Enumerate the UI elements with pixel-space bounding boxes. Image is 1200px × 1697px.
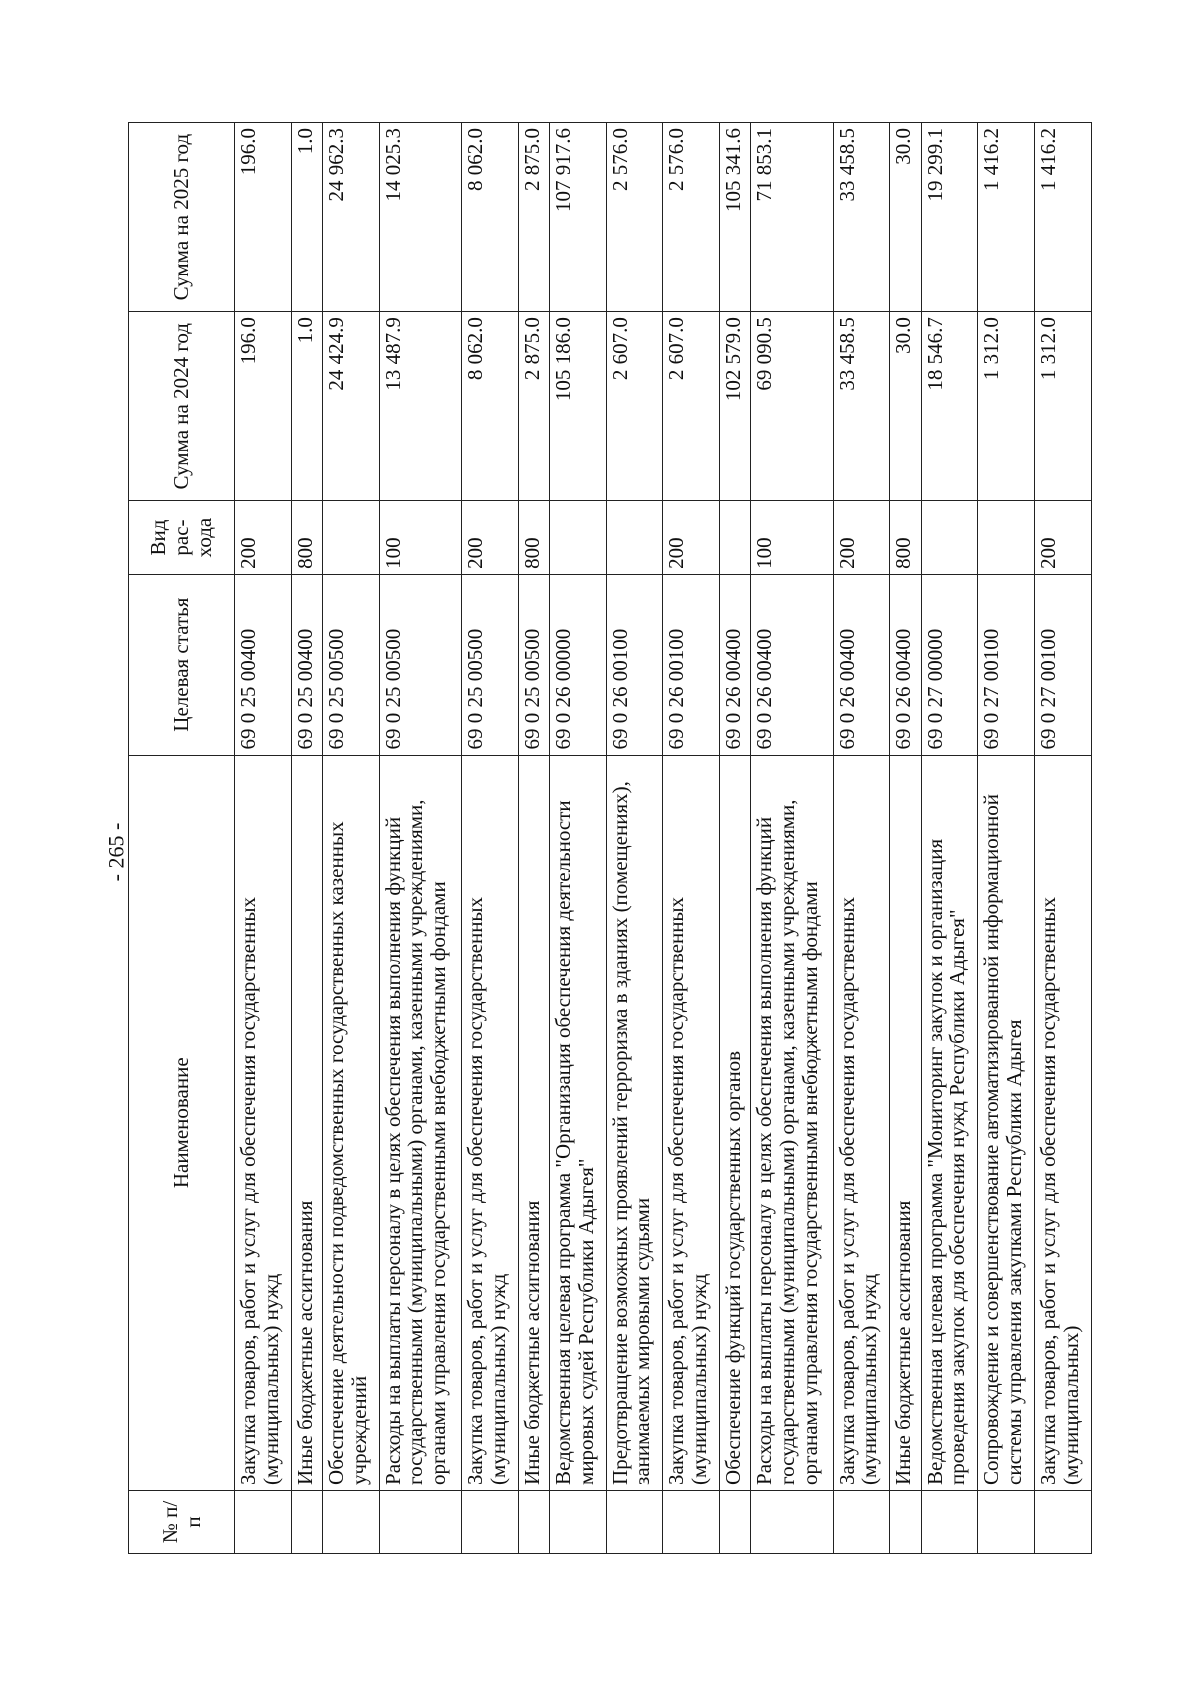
cell-num: [549, 1490, 606, 1553]
cell-sum-2025: 1 416.2: [978, 123, 1035, 312]
cell-vid: 800: [291, 501, 322, 575]
cell-code: 69 0 26 00100: [606, 574, 663, 755]
cell-vid: [921, 501, 978, 575]
cell-num: [379, 1490, 461, 1553]
header-num: № п/п: [129, 1490, 235, 1553]
cell-vid: [720, 501, 751, 575]
cell-sum-2025: 24 962.3: [322, 123, 379, 312]
cell-code: 69 0 25 00400: [291, 574, 322, 755]
cell-name: Иные бюджетные ассигнования: [518, 755, 549, 1490]
cell-sum-2024: 2 875.0: [518, 312, 549, 501]
cell-num: [663, 1490, 720, 1553]
table-header-row: [129, 123, 235, 1554]
cell-sum-2024: 105 186.0: [549, 312, 606, 501]
cell-sum-2024: 18 546.7: [921, 312, 978, 501]
cell-code: 69 0 27 00100: [1035, 574, 1092, 755]
cell-sum-2025: 1 416.2: [1035, 123, 1092, 312]
cell-name: Закупка товаров, работ и услуг для обеспечения государственных (муниципальных): [1035, 755, 1092, 1490]
cell-num: [751, 1490, 833, 1553]
table-row: [833, 123, 890, 1554]
table-row: [978, 123, 1035, 1554]
cell-sum-2024: 33 458.5: [833, 312, 890, 501]
cell-sum-2025: 71 853.1: [751, 123, 833, 312]
cell-name: Обеспечение деятельности подведомственных государственных казенных учреждений: [322, 755, 379, 1490]
cell-code: 69 0 27 00100: [978, 574, 1035, 755]
cell-vid: 200: [1035, 501, 1092, 575]
cell-vid: 100: [379, 501, 461, 575]
table-row: [751, 123, 833, 1554]
cell-name: Закупка товаров, работ и услуг для обеспечения государственных (муниципальных) нужд: [235, 755, 292, 1490]
page-number-text: - 265 -: [103, 822, 128, 882]
cell-vid: [322, 501, 379, 575]
table-row: [549, 123, 606, 1554]
table-row: [921, 123, 978, 1554]
cell-vid: 200: [235, 501, 292, 575]
cell-code: 69 0 25 00500: [379, 574, 461, 755]
cell-name: Иные бюджетные ассигнования: [291, 755, 322, 1490]
cell-sum-2024: 13 487.9: [379, 312, 461, 501]
cell-vid: 200: [833, 501, 890, 575]
cell-name: Расходы на выплаты персоналу в целях обеспечения выполнения функций государственными (муниципальными) органами, казенными учреждениями, органами управления государственными внебюджетными фондами: [751, 755, 833, 1490]
table-row: [890, 123, 921, 1554]
cell-code: 69 0 25 00500: [518, 574, 549, 755]
header-sum-2024: Сумма на 2024 год: [129, 312, 235, 501]
cell-code: 69 0 26 00400: [720, 574, 751, 755]
cell-sum-2024: 196.0: [235, 312, 292, 501]
cell-sum-2025: 19 299.1: [921, 123, 978, 312]
cell-sum-2024: 2 607.0: [606, 312, 663, 501]
cell-code: 69 0 27 00000: [921, 574, 978, 755]
cell-name: Расходы на выплаты персоналу в целях обеспечения выполнения функций государственными (муниципальными) органами, казенными учреждениями, органами управления государственными внебюджетными фондами: [379, 755, 461, 1490]
table-row: [663, 123, 720, 1554]
cell-sum-2025: 2 875.0: [518, 123, 549, 312]
cell-sum-2025: 30.0: [890, 123, 921, 312]
cell-code: 69 0 26 00100: [663, 574, 720, 755]
cell-num: [291, 1490, 322, 1553]
table-row: [235, 123, 292, 1554]
cell-vid: 800: [518, 501, 549, 575]
budget-table: [128, 122, 1092, 1554]
cell-code: 69 0 26 00000: [549, 574, 606, 755]
cell-sum-2025: 33 458.5: [833, 123, 890, 312]
cell-num: [720, 1490, 751, 1553]
cell-vid: 200: [462, 501, 519, 575]
cell-sum-2024: 30.0: [890, 312, 921, 501]
cell-sum-2024: 8 062.0: [462, 312, 519, 501]
cell-name: Сопровождение и совершенствование автоматизированной информационной системы управления закупками Республики Адыгея: [978, 755, 1035, 1490]
cell-num: [606, 1490, 663, 1553]
cell-vid: 800: [890, 501, 921, 575]
header-vid: Вид рас- хода: [129, 501, 235, 575]
cell-sum-2025: 14 025.3: [379, 123, 461, 312]
cell-num: [518, 1490, 549, 1553]
cell-sum-2025: 2 576.0: [606, 123, 663, 312]
cell-num: [890, 1490, 921, 1553]
cell-name: Ведомственная целевая программа "Организация обеспечения деятельности мировых судей Республики Адыгея": [549, 755, 606, 1490]
cell-num: [322, 1490, 379, 1553]
cell-name: Иные бюджетные ассигнования: [890, 755, 921, 1490]
cell-sum-2024: 1 312.0: [1035, 312, 1092, 501]
table-row: [379, 123, 461, 1554]
cell-sum-2024: 1.0: [291, 312, 322, 501]
table-row: [291, 123, 322, 1554]
cell-sum-2025: 1.0: [291, 123, 322, 312]
cell-name: Ведомственная целевая программа "Мониторинг закупок и организация проведения закупок для обеспечения нужд Республики Адыгея": [921, 755, 978, 1490]
table-row: [322, 123, 379, 1554]
cell-num: [462, 1490, 519, 1553]
table-row: [606, 123, 663, 1554]
cell-sum-2024: 69 090.5: [751, 312, 833, 501]
cell-vid: [606, 501, 663, 575]
header-name: Наименование: [129, 755, 235, 1490]
cell-sum-2024: 1 312.0: [978, 312, 1035, 501]
cell-num: [235, 1490, 292, 1553]
cell-sum-2024: 102 579.0: [720, 312, 751, 501]
rotated-table-container: [128, 122, 1092, 1554]
table-row: [720, 123, 751, 1554]
cell-code: 69 0 26 00400: [890, 574, 921, 755]
cell-vid: 200: [663, 501, 720, 575]
header-sum-2025: Сумма на 2025 год: [129, 123, 235, 312]
cell-code: 69 0 25 00400: [235, 574, 292, 755]
cell-name: Предотвращение возможных проявлений терроризма в зданиях (помещениях), занимаемых мировыми судьями: [606, 755, 663, 1490]
cell-code: 69 0 26 00400: [833, 574, 890, 755]
cell-name: Закупка товаров, работ и услуг для обеспечения государственных (муниципальных) нужд: [663, 755, 720, 1490]
cell-sum-2025: 8 062.0: [462, 123, 519, 312]
cell-code: 69 0 25 00500: [322, 574, 379, 755]
cell-name: Закупка товаров, работ и услуг для обеспечения государственных (муниципальных) нужд: [462, 755, 519, 1490]
cell-sum-2025: 105 341.6: [720, 123, 751, 312]
cell-name: Закупка товаров, работ и услуг для обеспечения государственных (муниципальных) нужд: [833, 755, 890, 1490]
cell-num: [1035, 1490, 1092, 1553]
header-code: Целевая статья: [129, 574, 235, 755]
cell-sum-2024: 2 607.0: [663, 312, 720, 501]
cell-sum-2025: 2 576.0: [663, 123, 720, 312]
table-row: [462, 123, 519, 1554]
table-row: [518, 123, 549, 1554]
cell-num: [921, 1490, 978, 1553]
cell-code: 69 0 26 00400: [751, 574, 833, 755]
cell-vid: [978, 501, 1035, 575]
cell-sum-2024: 24 424.9: [322, 312, 379, 501]
cell-sum-2025: 107 917.6: [549, 123, 606, 312]
cell-vid: 100: [751, 501, 833, 575]
cell-name: Обеспечение функций государственных органов: [720, 755, 751, 1490]
cell-num: [978, 1490, 1035, 1553]
cell-sum-2025: 196.0: [235, 123, 292, 312]
table-row: [1035, 123, 1092, 1554]
cell-code: 69 0 25 00500: [462, 574, 519, 755]
cell-num: [833, 1490, 890, 1553]
cell-vid: [549, 501, 606, 575]
table-body: [235, 123, 1092, 1554]
